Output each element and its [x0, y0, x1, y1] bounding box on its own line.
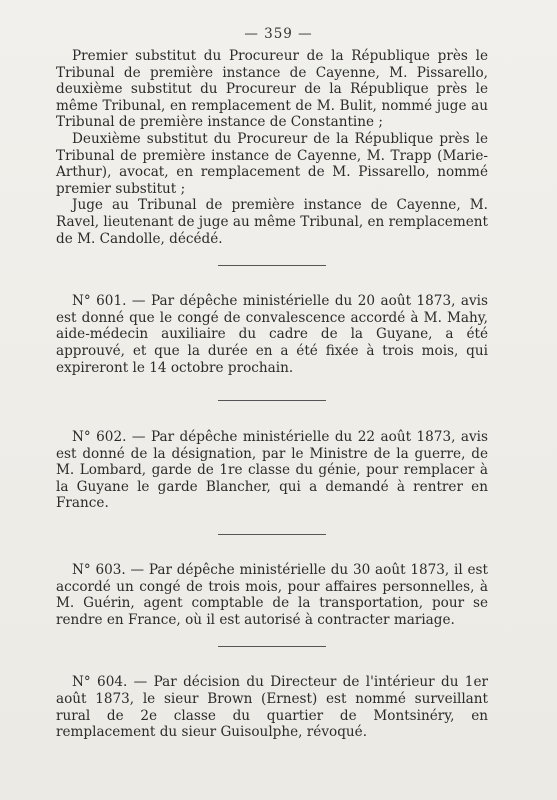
- decision-paragraph: N° 603. — Par dépêche ministérielle du 30 août 1873, il est accordé un congé de trois mois, pour affaires personnelles, à M. Guérin, agent comptable de la transportation, pour se rendre en France, où il est autorisé à contracter mariage.: [56, 562, 488, 628]
- section-divider: [218, 646, 326, 647]
- decision-paragraph: N° 601. — Par dépêche ministérielle du 20 août 1873, avis est donné que le congé de convalescence accordé à M. Mahy, aide-médecin auxiliaire du cadre de la Guyane, a été approuvé, et que la durée en a été fixée à trois mois, qui expireront le 14 octobre prochain.: [56, 293, 488, 376]
- decision-paragraph: N° 602. — Par dépêche ministérielle du 22 août 1873, avis est donné de la désignation, par le Ministre de la guerre, de M. Lombard, garde de 1re classe du génie, pour remplacer à la Guyane le garde Blancher, qui a demandé à rentrer en France.: [56, 429, 488, 512]
- decision-601: [56, 293, 488, 376]
- decision-602: [56, 429, 488, 512]
- section-divider: [218, 265, 326, 266]
- decision-604: [56, 674, 488, 740]
- appointment-paragraph-1: Premier substitut du Procureur de la République près le Tribunal de première instance de Cayenne, M. Pissarello, deuxième substitut du Procureur de la République près le même Tribunal, en remplacement de M. Bulit, nommé juge au Tribunal de première instance de Constantine ;: [56, 48, 488, 131]
- section-divider: [218, 400, 326, 401]
- decision-paragraph: N° 604. — Par décision du Directeur de l'intérieur du 1er août 1873, le sieur Brown (Ernest) est nommé surveillant rural de 2e classe du quartier de Montsinéry, en remplacement du sieur Guisoulphe, révoqué.: [56, 674, 488, 741]
- appointments-section: [56, 48, 488, 247]
- page-content: [56, 48, 488, 741]
- decision-603: [56, 562, 488, 628]
- page-number: — 359 —: [244, 26, 313, 42]
- appointment-paragraph-2: Deuxième substitut du Procureur de la République près le Tribunal de première instance de Cayenne, M. Trapp (Marie-Arthur), avocat, en remplacement de M. Pissarello, nommé premier substitut ;: [56, 130, 488, 197]
- section-divider: [218, 534, 326, 535]
- appointment-paragraph-3: Juge au Tribunal de première instance de Cayenne, M. Ravel, lieutenant de juge au même Tribunal, en remplacement de M. Candolle, décédé.: [56, 197, 488, 247]
